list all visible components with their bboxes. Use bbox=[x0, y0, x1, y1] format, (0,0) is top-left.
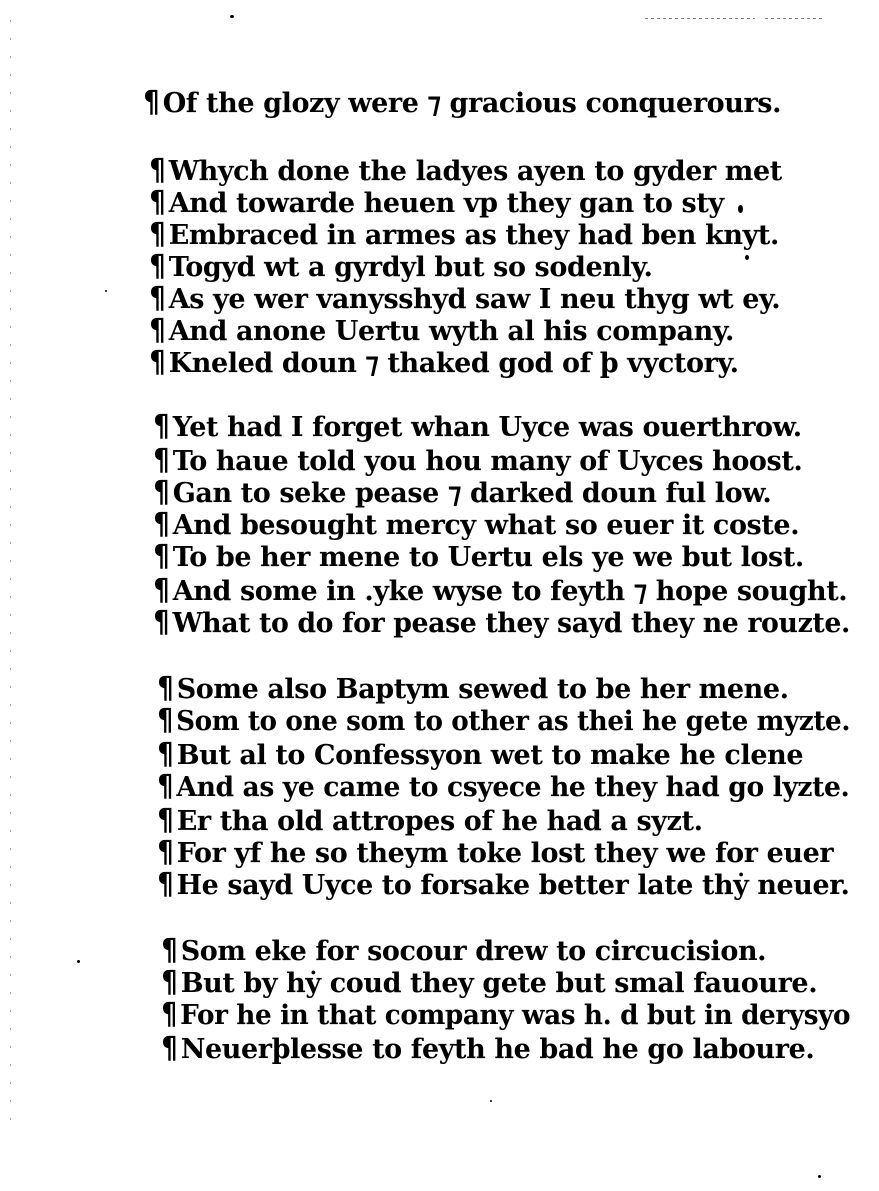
pilcrow-mark: ¶ bbox=[153, 475, 170, 510]
verse-line bbox=[148, 281, 781, 316]
speck bbox=[745, 255, 749, 260]
verse-text: Some also Baptym sewed to be her mene. bbox=[176, 674, 789, 705]
verse-text: But by hẏ coud they gete but smal fauoure. bbox=[180, 968, 818, 999]
pilcrow-mark: ¶ bbox=[157, 803, 174, 838]
verse-text: What to do for pease they sayd they ne rouzte. bbox=[172, 608, 850, 639]
verse-line bbox=[160, 933, 767, 968]
speck bbox=[230, 15, 234, 18]
verse-text: And besought mercy what so euer it coste. bbox=[172, 510, 800, 541]
verse-text: To haue told you hou many of Uyces hoost. bbox=[172, 446, 803, 477]
pilcrow-mark: ¶ bbox=[157, 769, 174, 804]
speck bbox=[818, 1175, 821, 1178]
verse-text: And towarde heuen vp they gan to sty bbox=[168, 188, 724, 219]
pilcrow-mark: ¶ bbox=[153, 443, 170, 478]
pilcrow-mark: ¶ bbox=[149, 281, 166, 316]
verse-line bbox=[152, 409, 802, 444]
verse-text: And some in .yke wyse to feyth ⁊ hope sought. bbox=[172, 576, 848, 607]
verse-line bbox=[156, 769, 850, 804]
scan-noise-top-right bbox=[765, 18, 825, 19]
verse-text: And as ye came to csyece he they had go lyzte. bbox=[176, 772, 850, 803]
verse-line bbox=[156, 703, 851, 738]
pilcrow-mark: ¶ bbox=[157, 867, 174, 902]
pilcrow-mark: ¶ bbox=[149, 153, 166, 188]
verse-text: Neuerþlesse to feyth he bad he go laboure. bbox=[180, 1034, 815, 1065]
verse-text: For he in that company was h. d but in derysyo bbox=[180, 1000, 851, 1031]
verse-text: Som to one som to other as thei he gete myzte. bbox=[176, 706, 851, 737]
verse-line bbox=[148, 153, 782, 188]
speck bbox=[490, 1100, 492, 1102]
verse-text: Som eke for socour drew to circucision. bbox=[180, 936, 767, 967]
pilcrow-mark: ¶ bbox=[157, 703, 173, 738]
verse-line bbox=[148, 313, 735, 348]
pilcrow-mark: ¶ bbox=[153, 573, 170, 608]
pilcrow-mark: ¶ bbox=[161, 1031, 178, 1066]
verse-line bbox=[156, 835, 834, 870]
pilcrow-mark: ¶ bbox=[153, 507, 170, 542]
pilcrow-mark: ¶ bbox=[149, 185, 166, 220]
verse-text: Embraced in armes as they had ben knyt. bbox=[168, 220, 779, 251]
verse-line bbox=[156, 737, 804, 772]
verse-line bbox=[156, 671, 789, 706]
verse-text: Kneled doun ⁊ thaked god of þ vyctory. bbox=[168, 348, 739, 379]
verse-text: As ye wer vanysshyd saw I neu thyg wt ey. bbox=[168, 284, 781, 315]
verse-line bbox=[148, 217, 779, 252]
verse-line bbox=[148, 185, 724, 220]
scan-noise-top bbox=[645, 18, 755, 19]
verse-text: Whych done the ladyes ayen to gyder met bbox=[168, 156, 782, 187]
pilcrow-mark: ¶ bbox=[143, 85, 160, 120]
verse-line bbox=[156, 867, 850, 902]
verse-text: And anone Uertu wyth al his company. bbox=[168, 316, 735, 347]
verse-text: But al to Confessyon wet to make he clene bbox=[176, 740, 804, 771]
verse-text: Yet had I forget whan Uyce was ouerthrow. bbox=[172, 412, 802, 443]
verse-text: He sayd Uyce to forsake better late thẏ neuer. bbox=[176, 870, 850, 901]
verse-line bbox=[152, 573, 848, 608]
verse-line bbox=[152, 443, 803, 478]
heading-text: Of the glozy were ⁊ gracious conquerours. bbox=[162, 88, 782, 119]
verse-text: To be her mene to Uertu els ye we but lost. bbox=[172, 542, 804, 573]
pilcrow-mark: ¶ bbox=[149, 313, 166, 348]
verse-line bbox=[148, 345, 739, 380]
verse-text: Togyd wt a gyrdyl but so sodenly. bbox=[168, 252, 653, 283]
pilcrow-mark: ¶ bbox=[153, 539, 170, 574]
pilcrow-mark: ¶ bbox=[161, 965, 178, 1000]
pilcrow-mark: ¶ bbox=[157, 835, 174, 870]
speck bbox=[105, 290, 107, 292]
verse-text: Er tha old attropes of he had a syzt. bbox=[176, 806, 703, 837]
speck bbox=[738, 205, 743, 213]
verse-line bbox=[160, 1031, 815, 1066]
heading-line bbox=[142, 85, 782, 120]
verse-line bbox=[152, 507, 800, 542]
verse-line bbox=[148, 249, 653, 284]
verse-line bbox=[152, 605, 850, 640]
pilcrow-mark: ¶ bbox=[149, 345, 166, 380]
pilcrow-mark: ¶ bbox=[161, 997, 177, 1032]
pilcrow-mark: ¶ bbox=[153, 605, 170, 640]
speck bbox=[77, 960, 80, 963]
pilcrow-mark: ¶ bbox=[149, 217, 166, 252]
verse-line bbox=[152, 475, 772, 510]
verse-line bbox=[152, 539, 804, 574]
pilcrow-mark: ¶ bbox=[157, 737, 174, 772]
verse-line bbox=[160, 965, 818, 1000]
verse-line bbox=[160, 997, 851, 1032]
verse-text: For yf he so theym toke lost they we for euer bbox=[176, 838, 834, 869]
pilcrow-mark: ¶ bbox=[153, 409, 170, 444]
verse-line bbox=[156, 803, 703, 838]
verse-text: Gan to seke pease ⁊ darked doun ful low. bbox=[172, 478, 772, 509]
pilcrow-mark: ¶ bbox=[149, 249, 166, 284]
pilcrow-mark: ¶ bbox=[157, 671, 174, 706]
page-edge-noise bbox=[10, 20, 11, 1120]
pilcrow-mark: ¶ bbox=[161, 933, 178, 968]
